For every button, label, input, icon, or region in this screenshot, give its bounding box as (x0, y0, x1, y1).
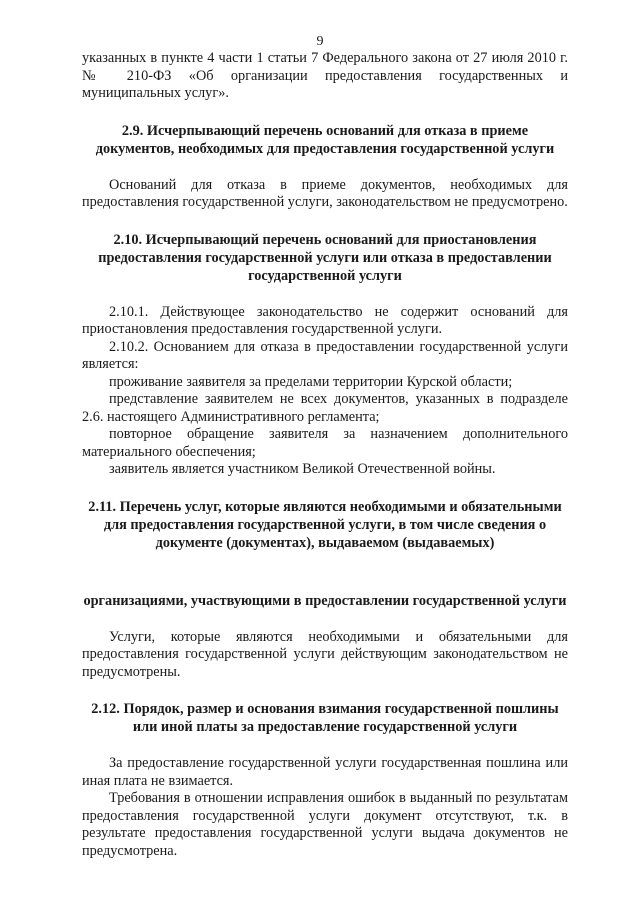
page-number: 9 (316, 34, 324, 49)
section-2-11-heading-continued: организациями, участвующими в предоставлении государственной услуги (83, 592, 567, 609)
section-2-12-paragraph: Требования в отношении исправления ошибок в выданный по результатам предоставления государственной услуги документ отсутствуют, т.к. в результате предоставления государственной услуги выдача документов не предусмотрена. (82, 790, 568, 859)
section-2-10-list-item: представление заявителем не всех документов, указанных в подразделе 2.6. настоящего Административного регламента; (82, 391, 568, 425)
section-2-12-heading: 2.12. Порядок, размер и основания взимания государственной пошлины или иной платы за предоставление государственной услуги (91, 701, 559, 735)
section-2-10-list-item: заявитель является участником Великой Отечественной войны. (109, 461, 496, 477)
intro-paragraph: указанных в пункте 4 части 1 статьи 7 Федерального закона от 27 июля 2010 г. № 210-ФЗ «Об организации предоставления государственных и муниципальных услуг». (82, 50, 568, 101)
section-2-10-list-item: повторное обращение заявителя за назначением дополнительного материального обеспечения; (82, 426, 568, 460)
section-2-9-heading: 2.9. Исчерпывающий перечень оснований для отказа в приеме документов, необходимых для предоставления государственной услуги (95, 122, 555, 157)
section-2-10-paragraph: 2.10.2. Основанием для отказа в предоставлении государственной услуги является: (82, 338, 568, 372)
section-2-12-paragraph: За предоставление государственной услуги государственная пошлина или иная плата не взимается. (82, 755, 568, 789)
section-2-10-list-item: проживание заявителя за пределами территории Курской области; (109, 373, 513, 390)
section-2-11-heading: 2.11. Перечень услуг, которые являются необходимыми и обязательными для предоставления государственной услуги, в том числе сведения о документе (документах), выдаваемом (выдаваемых) (88, 498, 562, 551)
section-2-9-paragraph: Оснований для отказа в приеме документов, необходимых для предоставления государственной услуги, законодательством не предусмотрено. (82, 176, 568, 210)
page-content (82, 50, 568, 860)
section-2-11-paragraph: Услуги, которые являются необходимыми и обязательными для предоставления государственной услуги действующим законодательством не предусмотрены. (82, 628, 568, 680)
section-2-10-paragraph: 2.10.1. Действующее законодательство не содержит оснований для приостановления предоставления государственной услуги. (82, 303, 568, 337)
section-2-10-heading: 2.10. Исчерпывающий перечень оснований для приостановления предоставления государственной услуги или отказа в предоставлении государственной услуги (98, 231, 552, 284)
